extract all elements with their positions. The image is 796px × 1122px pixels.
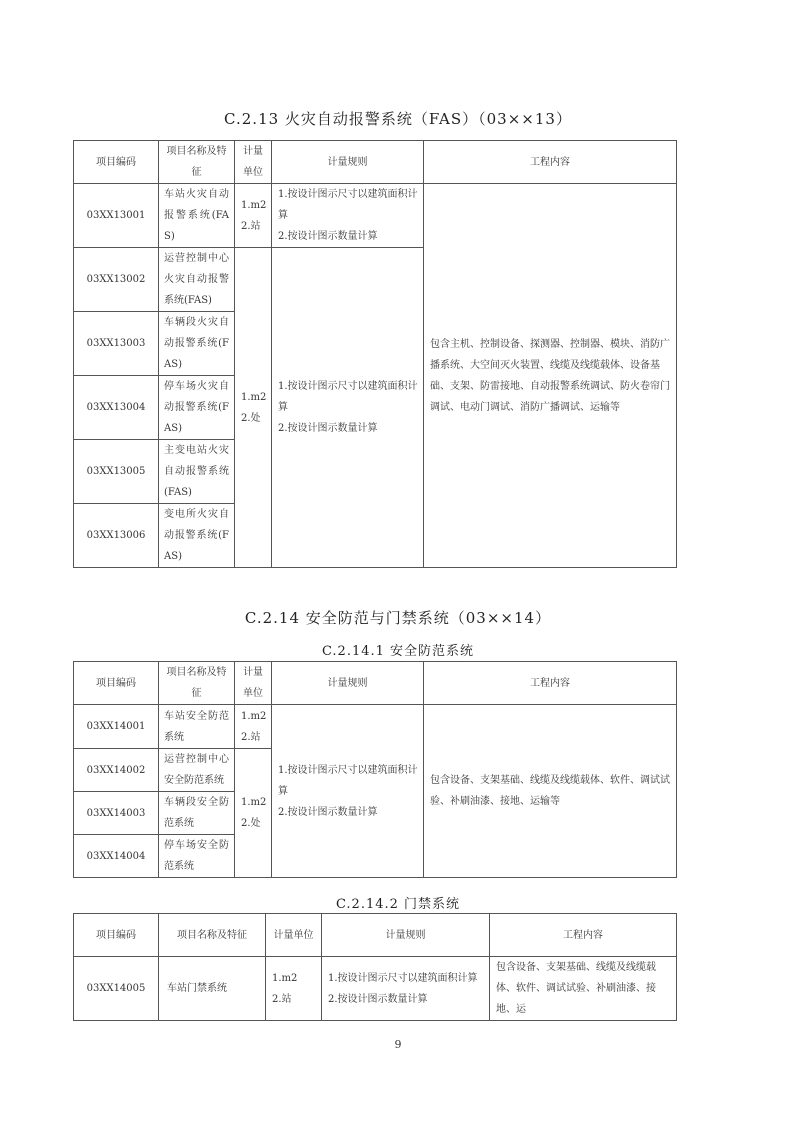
security-table [73,661,677,878]
unit-line: 1.m2 [241,391,267,403]
unit-line: 1.m2 [241,199,267,211]
unit-line: 2.处 [241,412,261,424]
item-name: 车站火灾自动报警系统(FAS) [159,184,235,248]
item-code: 03XX14002 [74,749,159,792]
item-name: 停车场火灾自动报警系统(FAS) [159,376,235,440]
header-name: 项目名称及特征 [159,662,235,705]
header-code: 项目编码 [74,141,159,184]
unit-line: 1.m2 [241,797,267,808]
item-code: 03XX13005 [74,440,159,504]
rule-cell [322,957,490,1021]
item-name: 车站门禁系统 [159,957,266,1021]
table-header-row [74,141,677,184]
header-unit: 计量单位 [235,662,272,705]
table-header-row [74,914,677,957]
table-header-row [74,662,677,705]
item-name: 车辆段安全防范系统 [159,792,235,835]
header-name: 项目名称及特征 [159,914,266,957]
header-unit: 计量单位 [235,141,272,184]
unit-line: 2.处 [241,818,261,829]
header-unit: 计量单位 [266,914,322,957]
item-code: 03XX13001 [74,184,159,248]
item-name: 车站安全防范系统 [159,705,235,749]
header-content: 工程内容 [490,914,677,957]
table-row [74,184,677,248]
work-content-cell: 包含主机、控制设备、探测器、控制器、模块、消防广播系统、大空间灭火装置、线缆及线缆载体、设备基础、支架、防雷接地、自动报警系统调试、防火卷帘门调试、电动门调试、消防广播调试、运输等 [424,184,677,568]
rule-line: 2.按设计图示数量计算 [328,993,428,1005]
page-number: 9 [394,1038,402,1051]
unit-line: 1.m2 [241,710,267,722]
item-name: 停车场安全防范系统 [159,835,235,878]
item-name: 主变电站火灾自动报警系统(FAS) [159,440,235,504]
rule-cell [272,705,424,878]
unit-line: 2.站 [241,731,261,743]
work-content-cell: 包含设备、支架基础、线缆及线缆载体、软件、调试试验、补刷油漆、接地、运输等 [424,705,677,878]
header-rule: 计量规则 [272,662,424,705]
item-code: 03XX14005 [74,957,159,1021]
subsection-title-access: C.2.14.2 门禁系统 [335,897,461,912]
item-name: 运营控制中心安全防范系统 [159,749,235,792]
unit-cell [235,749,272,878]
item-name: 运营控制中心火灾自动报警系统(FAS) [159,248,235,312]
fas-table [73,140,677,568]
unit-cell [266,957,322,1021]
rule-line: 1.按设计图示尺寸以建筑面积计算 [328,972,478,984]
access-control-table [73,913,677,1021]
item-name: 车辆段火灾自动报警系统(FAS) [159,312,235,376]
item-code: 03XX14003 [74,792,159,835]
rule-line: 2.按设计图示数量计算 [278,806,378,818]
header-content: 工程内容 [424,662,677,705]
rule-line: 1.按设计图示尺寸以建筑面积计算 [278,189,418,221]
header-name: 项目名称及特征 [159,141,235,184]
item-code: 03XX13006 [74,504,159,568]
table-row [74,957,677,1021]
section-title-fas: C.2.13 火灾自动报警系统（FAS）（03××13） [224,110,572,128]
unit-line: 2.站 [272,993,292,1005]
item-name: 变电所火灾自动报警系统(FAS) [159,504,235,568]
rule-line: 2.按设计图示数量计算 [278,231,378,242]
header-rule: 计量规则 [322,914,490,957]
unit-cell [235,184,272,248]
unit-cell [235,248,272,568]
rule-cell [272,248,424,568]
subsection-title-security: C.2.14.1 安全防范系统 [321,644,475,659]
item-code: 03XX13003 [74,312,159,376]
item-code: 03XX13004 [74,376,159,440]
item-code: 03XX14004 [74,835,159,878]
header-content: 工程内容 [424,141,677,184]
rule-line: 1.按设计图示尺寸以建筑面积计算 [278,381,418,413]
rule-line: 2.按设计图示数量计算 [278,423,378,434]
header-code: 项目编码 [74,914,159,957]
unit-line: 2.站 [241,220,261,232]
work-content-cell: 包含设备、支架基础、线缆及线缆载体、软件、调试试验、补刷油漆、接地、运 [490,957,677,1021]
header-rule: 计量规则 [272,141,424,184]
unit-line: 1.m2 [272,972,298,984]
unit-cell [235,705,272,749]
section-title-security-access: C.2.14 安全防范与门禁系统（03××14） [244,609,552,627]
item-code: 03XX14001 [74,705,159,749]
item-code: 03XX13002 [74,248,159,312]
table-row [74,705,677,749]
rule-line: 1.按设计图示尺寸以建筑面积计算 [278,764,418,797]
rule-cell [272,184,424,248]
header-code: 项目编码 [74,662,159,705]
